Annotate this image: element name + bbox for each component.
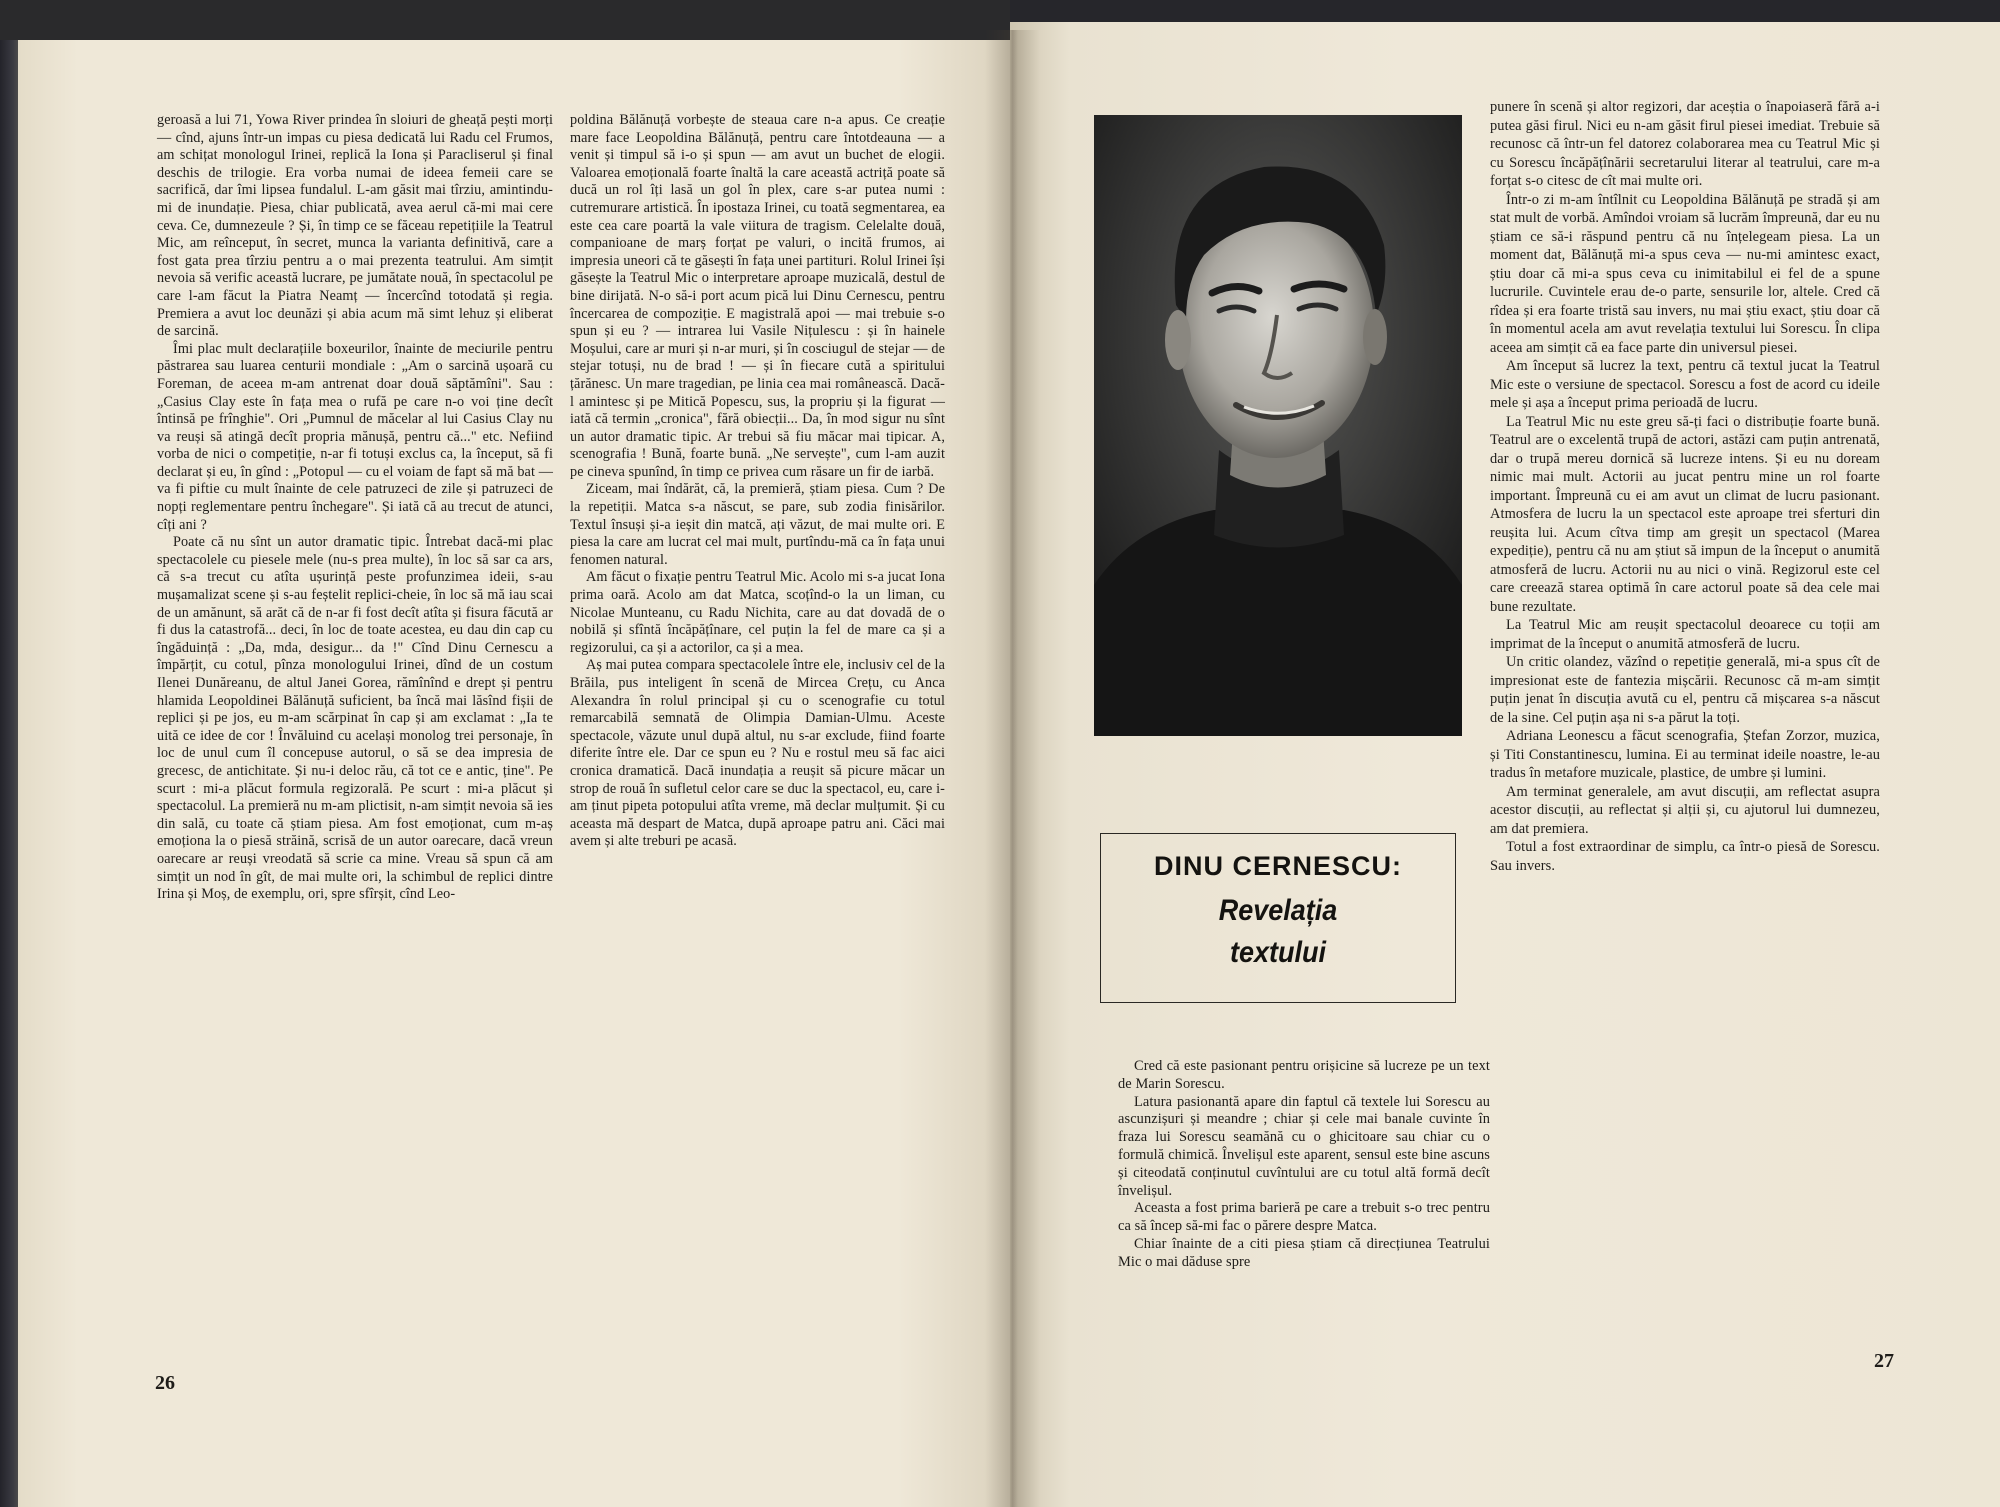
paragraph: Totul a fost extraordinar de simplu, ca într-o piesă de Sorescu. Sau invers. [1490, 839, 1880, 874]
paragraph: Latura pasionantă apare din faptul că textele lui Sorescu au ascunzișuri și meandre ; chiar și cele mai banale cuvinte în fraza lui Sorescu seamănă cu o ghicitoare sau chiar cu o formulă chimică. Învelișul este aparent, sensul este bine ascuns și citeodată conținutul cuvîntului are cu totul altă formă decît învelișul. [1118, 1093, 1490, 1199]
paragraph: Îmi plac mult declarațiile boxeurilor, înainte de meciurile pentru păstrarea sau luarea centurii mondiale : „Am o sarcină ușoară cu Foreman, de aceea m-am antrenat doar două săptămîni". Sau : „Casius Clay este în fața mea o rufă pe care n-o voi ține decît întinsă pe frînghie". Ori „Pumnul de măcelar al lui Casius Clay nu va reuși să atingă decît propria mănușă, pentru că..." etc. Nefiind vorba de nici o competiție, n-ar fi totuși exclus ca, la început, să fi declarat și eu, în gînd : „Potopul — cu el voiam de fapt să mă bat — va fi piftie cu mult înainte de cele patruzeci de zile și patruzeci de nopți reglementare pentru închegare". Și iată că au trecut de atunci, cîți ani ? [157, 340, 553, 533]
paragraph: Aceasta a fost prima barieră pe care a trebuit s-o trec pentru ca să încep să-mi fac o părere despre Matca. [1118, 1200, 1490, 1235]
paragraph: Am terminat generalele, am avut discuții, am reflectat asupra acestor discuții, au reflectat și alții și, cu ajutorul lui dumnezeu, am dat premiera. [1490, 783, 1880, 837]
paragraph: La Teatrul Mic nu este greu să-ți faci o distribuție foarte bună. Teatrul are o excelentă trupă de actori, astăzi cam puțin antrenată, dar o trupă mereu dornică să lucreze intens. Și eu nu doream nimic mai mult. Actorii au jucat pentru mine un rol foarte important. Împreună cu ei am avut un climat de lucru pasionant. Atmosfera de lucru la un spectacol este aproape trei sferturi din reușita lui. Acum cîtva timp am greșit un spectacol (Marea expediție), pentru că nu am știut să impun de la început o anumită atmosferă de lucru. Actorii nu au nici o vină. Regizorul este cel care creează starea optimă în care actorul poate să dea cele mai bune rezultate. [1490, 413, 1880, 615]
paragraph: Am început să lucrez la text, pentru că textul jucat la Teatrul Mic este o versiune de spectacol. Sorescu a fost de acord cu ideile mele și așa a început prima perioadă de lucru. [1490, 358, 1880, 411]
portrait-photo [1094, 115, 1462, 736]
page-number: 27 [1874, 1350, 1894, 1372]
paragraph: punere în scenă și altor regizori, dar aceștia o înapoiaseră fără a-i putea găsi firul. Nici eu n-am găsit firul piesei imediat. Trebuie să recunosc că într-un fel datorez colaborarea mea cu Teatrul Mic și cu Sorescu încăpățînării secretarului literar al teatrului, care m-a forțat s-o citesc de cît mai multe ori. [1490, 99, 1880, 189]
article-title-line-1: Revelația [1218, 894, 1338, 927]
paragraph: Aș mai putea compara spectacolele între ele, inclusiv cel de la Brăila, pus inteligent în scenă de Mircea Crețu, cu Anca Alexandra în rolul principal și cu o scenografie cu totul remarcabilă semnată de Olimpia Damian-Ulmu. Aceste spectacole, văzute unul după altul, nu s-ar exclude, fiind foarte diferite între ele. Dar ce spun eu ? Nu e rostul meu să fac aici cronica dramatică. Dacă inundația a reușit să picure măcar un strop de rouă în sufletul celor care se duc la spectacol, eu, care i-am ținut pipeta potopului atîta vreme, mă declar mulțumit. Și cu aceasta mă despart de Matca, după aproape patru ani. Căci mai avem și alte treburi pe acasă. [570, 657, 945, 850]
paragraph: Într-o zi m-am întîlnit cu Leopoldina Bălănuță pe stradă și am stat mult de vorbă. Amîndoi vroiam să lucrăm împreună, dar eu nu știam ce să-i răspund pentru că nu înțelegeam piesa. La un moment dat, Bălănuță mi-a spus ceva — nu-mi amintesc exact, știu doar că mi-a spus ceva cu inimitabilul ei fel de a spune lucrurile. Cuvintele erau de-o parte, sensurile lor, altele. Cred că rîdea și era foarte tristă sau invers, nu mai știu exact, știu doar că în momentul acela am avut revelația textului lui Sorescu. În clipa aceea am simțit că ea face parte din universul piesei. [1490, 191, 1880, 356]
paragraph: Am făcut o fixație pentru Teatrul Mic. Acolo mi s-a jucat Iona prima oară. Acolo am dat Matca, scoțînd-o la un liman, cu Nicolae Munteanu, cu Radu Nichita, care au dat dovadă de o nobilă și sfîntă încăpățînare, cel puțin la fel de mare ca și a regizorului, ca și a actorilor, ca și a mea. [570, 569, 945, 656]
paragraph: geroasă a lui 71, Yowa River prindea în sloiuri de gheață pești morți — cînd, ajuns într-un impas cu piesa dedicată lui Radu cel Frumos, am schițat monologul Irinei, replică la Iona și Paracliserul și final deschis de trilogie. Era vorba numai de ideea femeii care se sacrifică, dar îmi lipsea fundalul. L-am găsit mai tîrziu, amintindu-mi de inundație. Piesa, chiar publicată, avea aerul că-mi mai cere ceva. Ce, dumnezeule ? Și, în timp ce se făceau repetițiile la Teatrul Mic, am reînceput, în secret, munca la varianta definitivă, care a fost gata prea tîrziu pentru a o mai prezenta teatrului. Am simțit nevoia să verific această lucrare, pe jumătate nouă, în spectacolul pe care l-am făcut la Piatra Neamț — încercînd totodată și regia. Premiera a avut loc deunăzi și abia acum mă simt lehuz și eliberat de sarcină. [157, 112, 553, 340]
right-page-column-1 [1118, 1058, 1490, 1272]
paragraph: Poate că nu sînt un autor dramatic tipic. Întrebat dacă-mi plac spectacolele cu piesele mele (nu-s prea multe), în loc să sar ca ars, că s-a trecut cu atîta ușurință peste profunzimea ideii, s-au mușamalizat scene și s-au feștelit replici-cheie, în loc să mă iau scai de un amănunt, să arăt că de n-ar fi fost decît atîta și fisura făcută ar fi dus la catastrofă... deci, în loc de toate acestea, eu dau din cap cu îngăduință : „Da, mda, desigur... da !" Cînd Dinu Cernescu a împărțit, cu cotul, pînza monologului Irinei, dînd de un costum Ilenei Dunăreanu, de altul Janei Gorea, rămînînd e drept și pentru hlamida Leopoldinei Bălănuță suficient, ba încă mai lăsînd fișii de replici și pe jos, eu m-am scărpinat în cap și am exclamat : „Ia te uită ce idee de cor ! Învăluind cu același monolog trei personaje, în loc de unul cum îl concepuse autorul, o să se dea impresia de grecesc, de antichitate. Și nu-i deloc rău, că tot ce e antic, ține". Pe scurt : mi-a plăcut formula regizorală. Pe scurt : mi-a plăcut și spectacolul. La premieră nu m-am plictisit, n-am simțit nevoia să ies din sală, cu toate că știam piesa. Am fost emoționat, cum m-aș emoționa la o piesă străină, scrisă de un autor oarecare, dacă vreun oarecare ar reuși vreodată să scrie ca mine. Vreau să spun că am simțit un nod în gît, de mai multe ori, la schimbul de replici dintre Irina și Moș, de exemplu, ori, spre sfîrșit, cînd Leo- [157, 534, 553, 903]
portrait-image [1094, 115, 1462, 736]
paragraph: Chiar înainte de a citi piesa știam că direcțiunea Teatrului Mic o mai dăduse spre [1118, 1235, 1490, 1270]
paragraph: Adriana Leonescu a făcut scenografia, Ștefan Zorzor, muzica, și Titi Constantinescu, lumina. Ei au terminat ideile noastre, le-au tradus în metafore muzicale, plastice, de umbre și lumini. [1490, 728, 1880, 781]
article-title-box [1100, 833, 1456, 1003]
left-page-column-1 [157, 112, 553, 904]
paragraph: Cred că este pasionant pentru orișicine să lucreze pe un text de Marin Sorescu. [1118, 1058, 1490, 1092]
article-title-line-2: textului [1229, 936, 1326, 969]
paragraph: poldina Bălănuță vorbește de steaua care n-a apus. Ce creație mare face Leopoldina Bălănuță, pentru care întotdeauna — a venit și timpul să i-o și spun — am avut un buchet de elogii. Valoarea emoțională foarte înaltă la care această actriță poate să ducă un rol îți lasă un gol în plex, care s-ar putea numi : cutremurare artistică. În ipostaza Irinei, cu toată segmentarea, ea este cea care poartă la vale viitura de tragism. Celelalte două, companioane de marș forțat pe valuri, o incită frumos, ai impresia uneori că te găsești în fața unei partituri. Rolul Irinei își găsește la Teatrul Mic o interpretare aproape muzicală, destul de bine dirijată. N-o să-i port acum pică lui Dinu Cernescu, pentru încercarea de compoziție. E magistrală apoi — mai trebuie s-o spun și eu ? — intrarea lui Vasile Nițulescu : și în hainele Moșului, care ar muri și n-ar muri, și în cosciugul de stejar — de stejar totuși, nu de brad ! — și în fiecare cută a spiritului țărănesc. Un mare tragedian, pe linia cea mai românească. Dacă-l amintesc și pe Mitică Popescu, sus, la propriu și la figurat — iată că termin „cronica", fără obiecții... Da, în mod sigur nu sînt un autor dramatic tipic. Ar trebui să fiu măcar mai tipicar. A, scenografia ! Bună, foarte bună. „Ne servește", cum l-am auzit pe cineva spunînd, în timp ce privea cum răsare un fir de iarbă. [570, 112, 945, 480]
right-page-column-2 [1490, 98, 1880, 875]
paragraph: La Teatrul Mic am reușit spectacolul deoarece cu toții am imprimat de la început o anumită atmosferă de lucru. [1490, 617, 1880, 652]
paragraph: Ziceam, mai îndărăt, că, la premieră, știam piesa. Cum ? De la repetiții. Matca s-a născut, se pare, sub zodia finisărilor. Textul însuși și-a ieșit din matcă, ați văzut, de mai multe ori. E piesa la care am lucrat cel mai mult, purtîndu-mă ca în fața unui fenomen natural. [570, 481, 945, 568]
article-title [1119, 890, 1438, 974]
paragraph: Un critic olandez, văzînd o repetiție generală, mi-a spus cît de impresionat este de fantezia mișcării. Recunosc că m-am simțit puțin jenat în discuția avută cu el, pentru că mișcarea s-a născut de la sine. Cel puțin așa ni s-a părut la toți. [1490, 654, 1880, 726]
book-gutter [985, 30, 1040, 1507]
left-page-column-2 [570, 112, 945, 851]
page-number: 26 [155, 1372, 175, 1394]
article-author: DINU CERNESCU: [1153, 851, 1402, 881]
